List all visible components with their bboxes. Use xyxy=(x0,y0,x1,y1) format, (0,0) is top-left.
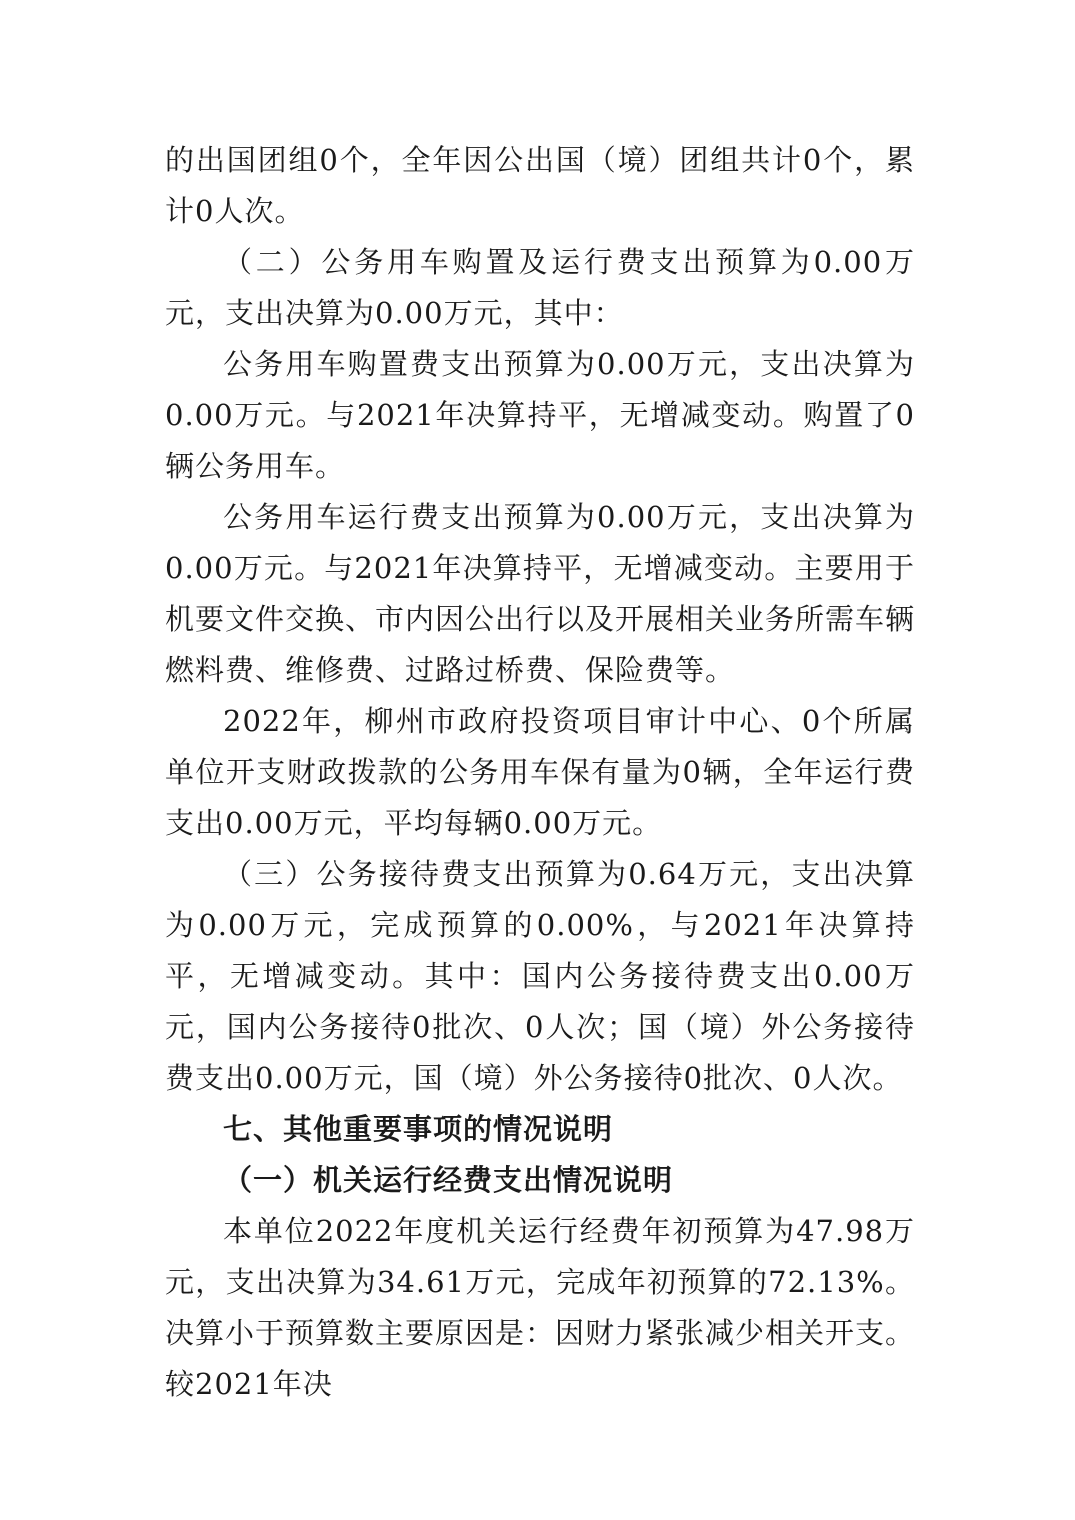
paragraph-outbound-groups: 的出国团组0个，全年因公出国（境）团组共计0个，累计0人次。 xyxy=(165,143,915,228)
paragraph-operating-expense: 本单位2022年度机关运行经费年初预算为47.98万元，支出决算为34.61万元，完成年初预算的72.13%。决算小于预算数主要原因是：因财力紧张减少相关开支。较2021年决 xyxy=(165,1214,916,1401)
document-page xyxy=(165,135,915,1410)
paragraph-vehicle-inventory: 2022年，柳州市政府投资项目审计中心、0个所属单位开支财政拨款的公务用车保有量为0辆，全年运行费支出0.00万元，平均每辆0.00万元。 xyxy=(165,704,915,840)
paragraph-vehicle-operation: 公务用车运行费支出预算为0.00万元，支出决算为0.00万元。与2021年决算持平，无增减变动。主要用于机要文件交换、市内因公出行以及开展相关业务所需车辆燃料费、维修费、过路过桥费、保险费等。 xyxy=(165,500,916,687)
paragraph-reception-expense: （三）公务接待费支出预算为0.64万元，支出决算为0.00万元，完成预算的0.00%，与2021年决算持平，无增减变动。其中：国内公务接待费支出0.00万元，国内公务接待0批次、0人次；国（境）外公务接待费支出0.00万元，国（境）外公务接待0批次、0人次。 xyxy=(165,857,915,1095)
paragraph-vehicle-summary: （二）公务用车购置及运行费支出预算为0.00万元，支出决算为0.00万元，其中： xyxy=(165,245,915,330)
section-heading: 七、其他重要事项的情况说明 xyxy=(223,1112,614,1146)
sub-heading: （一）机关运行经费支出情况说明 xyxy=(223,1163,674,1197)
paragraph-vehicle-purchase: 公务用车购置费支出预算为0.00万元，支出决算为0.00万元。与2021年决算持平，无增减变动。购置了0辆公务用车。 xyxy=(165,347,915,483)
